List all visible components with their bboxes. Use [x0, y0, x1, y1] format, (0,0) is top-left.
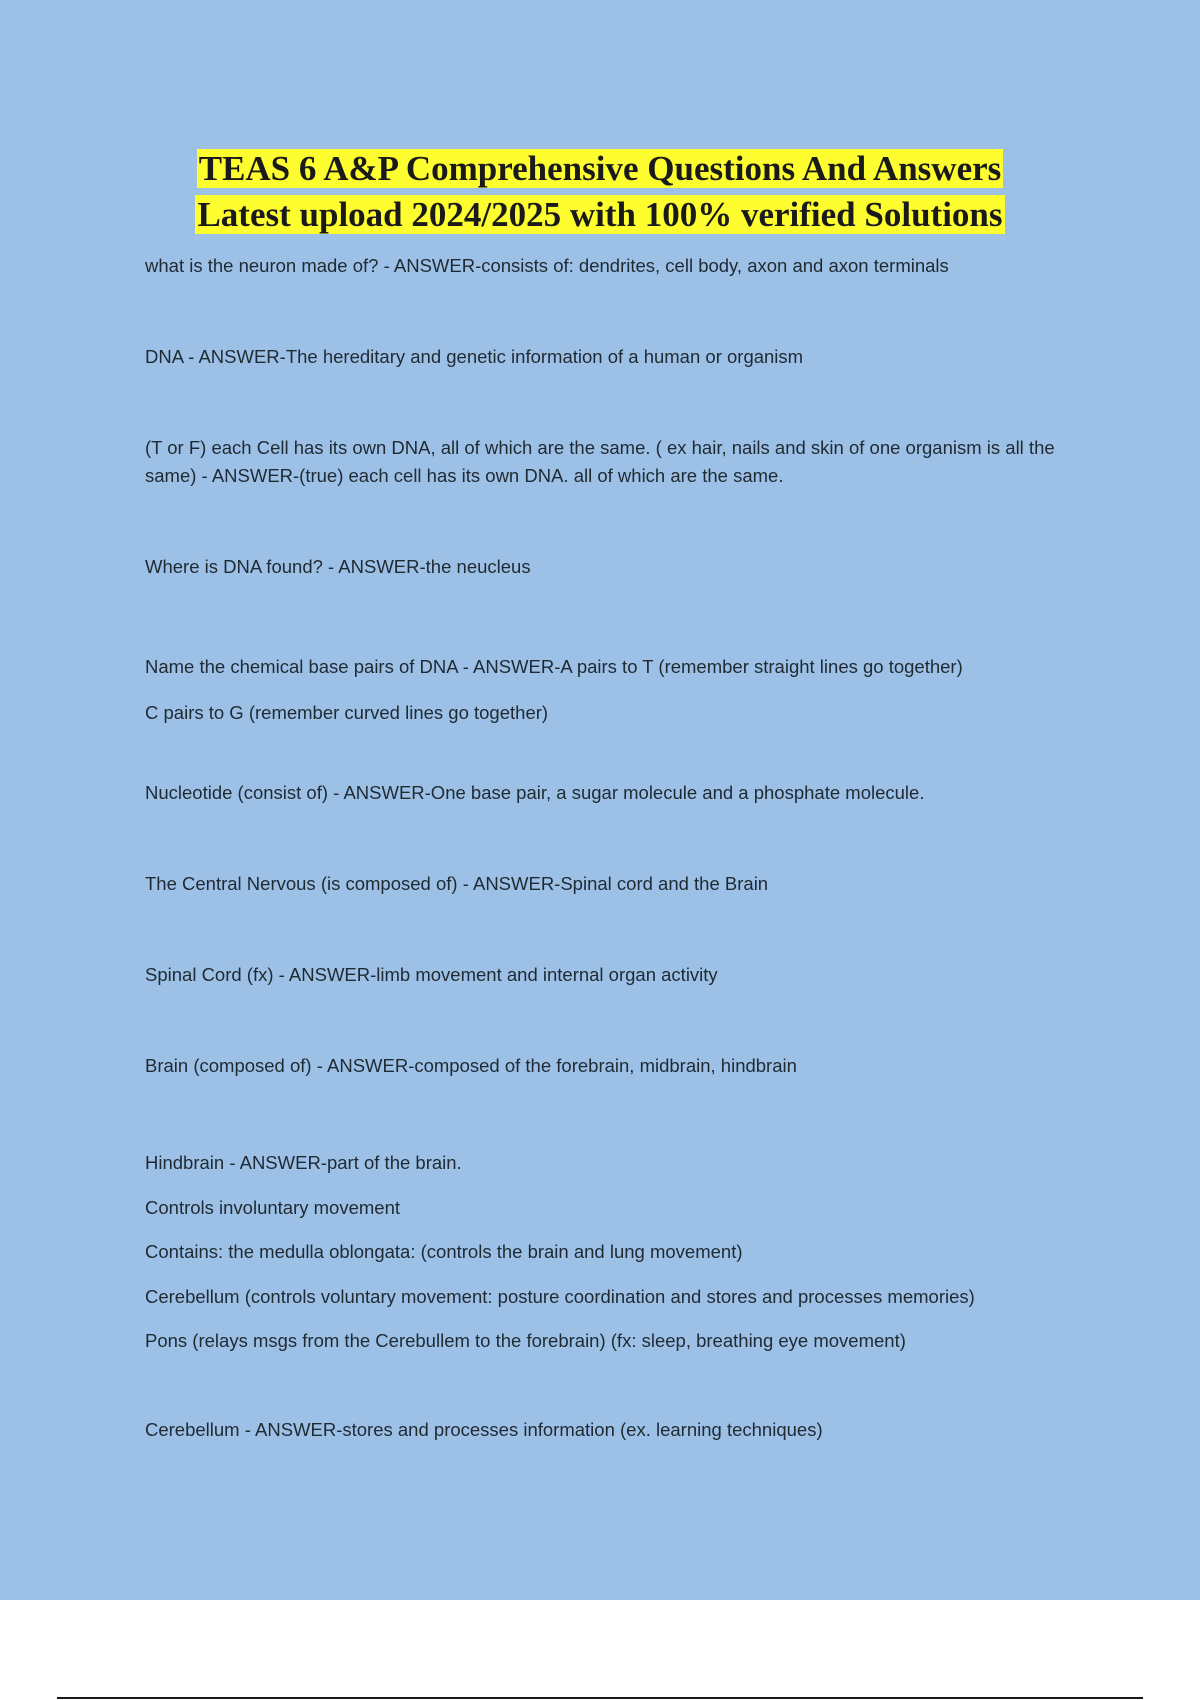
qa-entry-cerebellum	[145, 1416, 1090, 1444]
qa-entry-hindbrain	[145, 1141, 1090, 1364]
qa-text: The Central Nervous (is composed of) - ANSWER-Spinal cord and the Brain	[145, 873, 769, 894]
qa-entry-brain	[145, 1052, 1090, 1080]
footer-divider	[57, 1697, 1143, 1699]
qa-text: Nucleotide (consist of) - ANSWER-One base pair, a sugar molecule and a phosphate molecule.	[145, 782, 925, 803]
document-title	[0, 146, 1200, 238]
qa-entry-dna	[145, 343, 1090, 371]
qa-text: DNA - ANSWER-The hereditary and genetic information of a human or organism	[145, 346, 804, 367]
qa-text: Where is DNA found? - ANSWER-the neucleus	[145, 556, 531, 577]
title-line-1: TEAS 6 A&P Comprehensive Questions And Answers	[198, 149, 1002, 188]
qa-text: Cerebellum (controls voluntary movement: posture coordination and stores and processes memories)	[145, 1285, 975, 1307]
qa-text: Hindbrain - ANSWER-part of the brain.	[145, 1152, 462, 1173]
qa-text: Spinal Cord (fx) - ANSWER-limb movement and internal organ activity	[145, 964, 718, 985]
qa-text: C pairs to G (remember curved lines go together)	[145, 702, 549, 723]
qa-entry-cell-dna	[145, 434, 1090, 490]
qa-text: Pons (relays msgs from the Cerebullem to the forebrain) (fx: sleep, breathing eye movement)	[145, 1330, 906, 1351]
qa-entry-nucleotide	[145, 779, 1090, 807]
qa-text: Name the chemical base pairs of DNA - ANSWER-A pairs to T (remember straight lines go together)	[145, 656, 963, 677]
qa-text: what is the neuron made of? - ANSWER-consists of: dendrites, cell body, axon and axon terminals	[145, 255, 949, 276]
qa-text: (T or F) each Cell has its own DNA, all of which are the same. ( ex hair, nails and skin of one organism is all the same) - ANSWER-(true) each cell has its own DNA. all of which are the same.	[145, 437, 1055, 486]
qa-text: Brain (composed of) - ANSWER-composed of the forebrain, midbrain, hindbrain	[145, 1055, 797, 1076]
qa-entry-central-nervous	[145, 870, 1090, 898]
qa-text: Contains: the medulla oblongata: (controls the brain and lung movement)	[145, 1241, 743, 1262]
qa-entry-neuron	[145, 252, 1090, 280]
qa-entry-dna-location	[145, 553, 1090, 581]
qa-text: Cerebellum - ANSWER-stores and processes information (ex. learning techniques)	[145, 1419, 823, 1440]
qa-entry-spinal-cord	[145, 961, 1090, 989]
qa-entry-base-pairs	[145, 644, 1090, 736]
title-line-2: Latest upload 2024/2025 with 100% verified Solutions	[197, 195, 1003, 234]
qa-text: Controls involuntary movement	[145, 1196, 400, 1218]
